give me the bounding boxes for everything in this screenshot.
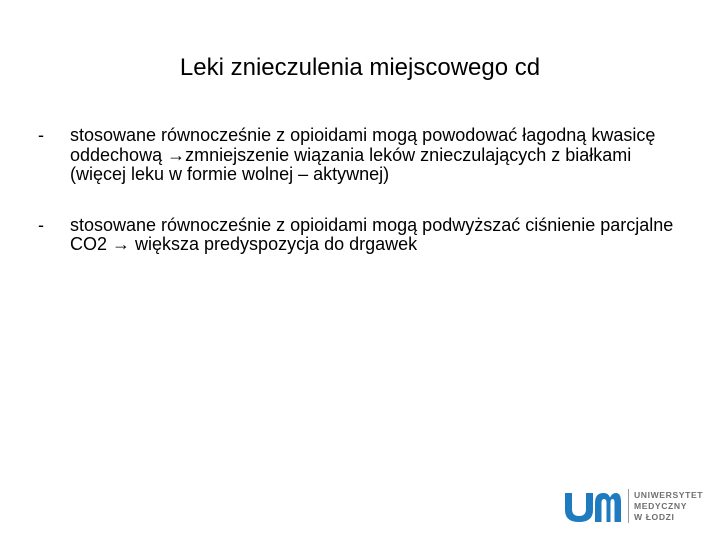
bullet-item xyxy=(38,216,678,255)
bullet-text: stosowane równocześnie z opioidami mogą powodować łagodną kwasicę oddechową →zmniejszenie wiązania leków znieczulających z białkami (więcej leku w formie wolnej – aktywnej) xyxy=(70,125,656,184)
bullet-list xyxy=(38,126,678,286)
slide-title: Leki znieczulenia miejscowego cd xyxy=(179,54,541,81)
logo-text xyxy=(634,490,703,523)
logo-line-medical: MEDYCZNY xyxy=(634,500,688,511)
logo-line-city: W ŁODZI xyxy=(634,511,675,522)
um-logo-icon xyxy=(564,489,622,523)
bullet-text: stosowane równocześnie z opioidami mogą podwyższać ciśnienie parcjalne CO2 → większa predyspozycja do drgawek xyxy=(70,214,674,254)
bullet-marker: - xyxy=(38,125,44,145)
university-logo xyxy=(564,486,714,526)
bullet-marker: - xyxy=(38,214,44,235)
logo-divider xyxy=(628,489,629,523)
bullet-item xyxy=(38,126,678,185)
logo-line-university: UNIWERSYTET xyxy=(634,489,704,500)
